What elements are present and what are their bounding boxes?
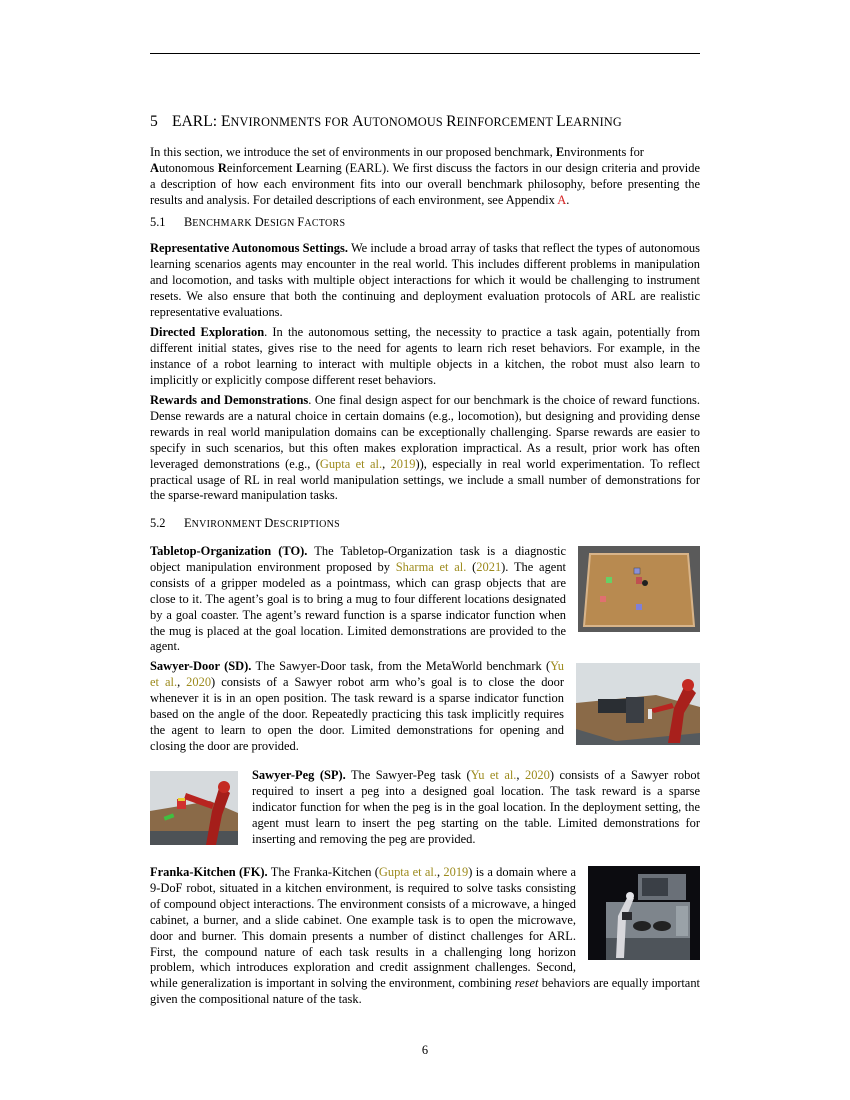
title-part: EARL: E	[172, 113, 231, 130]
title-part: R	[446, 113, 457, 130]
sawyer-peg-figure	[150, 771, 238, 845]
factor-paragraph: Representative Autonomous Settings. We include a broad array of tasks that reflect the types of autonomous learning scenarios agents may encounter in the real world. This includes different problems in manipulation and locomotion, and tasks with multiple object interactions for which it would be challenging to instrument resets. We also ensure that both the continuing and deployment evaluation protocols of ARL are realistic representative evaluations.	[150, 241, 700, 319]
citation-link[interactable]: Gupta et al.	[378, 865, 437, 879]
title-part: UTONOMOUS	[363, 115, 447, 129]
env-paragraph-fk: Franka-Kitchen (FK). The Franka-Kitchen (Gupta et al., 2019) is a domain where a 9-DoF robot, situated in a kitchen environment, is required to solve tasks consisting of compound object interactions. The environment consists of a microwave, a hinged cabinet, a burner, and a slide cabinet. One example task is to open the microwave, door and burner. This domain presents a number of distinct challenges for ARL. First, the compound nature of each task results in a challenging long horizon problem, which introduces exploration and credit assignment challenges. Second, while generalization is important in solving the environment, combining reset behaviors are equally important given the compositional nature of the task.	[150, 865, 700, 1007]
rewards-paragraph: Rewards and Demonstrations. One final design aspect for our benchmark is the choice of reward functions. Dense rewards are a natural choice in certain domains (e.g., locomotion), but designing and providing dense rewards in real world manipulation domains can be exceptionally challenging. Sparse rewards are easier to specify in such scenarios, but this often makes exploration impractical. As a result, prior work has often leveraged demonstrations (e.g., (Gupta et al., 2019)), especially in real world experimentation. To reflect practical usage of RL in real world manipulation settings, we include a small number of demonstrations for the sparse-reward manipulation tasks.	[150, 393, 701, 503]
factor-paragraph: Directed Exploration. In the autonomous setting, the necessity to practice a task again, potentially from different initial states, gives rise to the need for agents to learn rich reset behaviors. For example, in the instance of a robot learning to interact with multiple objects in a kitchen, the robot must also learn to implicitly or explicitly compose different reset behaviors.	[150, 325, 700, 387]
citation-year-link[interactable]: 2019	[390, 456, 416, 471]
intro-paragraph: In this section, we introduce the set of environments in our proposed benchmark, Environments for Autonomous Reinforcement Learning (EARL). We first discuss the factors in our design criteria and provide a description of how each environment fits into our overall benchmark philosophy, before presenting the results and analysis. For detailed descriptions of each environment, see Appendix A.	[150, 145, 700, 207]
env-paragraph-sp: Sawyer-Peg (SP). The Sawyer-Peg task (Yu et al., 2020) consists of a Sawyer robot required to insert a peg into a designed goal location. The task reward is a sparse indicator function for when the peg is in the goal location. In the deployment setting, the agent must learn to insert the peg starting on the table. Limited demonstrations for inserting and removing the peg are provided.	[252, 768, 701, 846]
env-paragraph-to: Tabletop-Organization (TO). The Tabletop-Organization task is a diagnostic object manipulation environment proposed by Sharma et al. (2021). The agent consists of a gripper modeled as a pointmass, which can grasp objects that are close to it. The agent’s goal is to bring a mug to four different locations designated by a goal coaster. The agent’s reward function is a sparse indicator function when the mug is placed at the goal location. Limited demonstrations are provided to the agent.	[150, 544, 700, 655]
header-rule	[150, 53, 700, 54]
citation-link[interactable]: Yu et al.	[470, 768, 517, 782]
citation-year-link[interactable]: 2020	[186, 674, 212, 689]
citation-link[interactable]: Sharma et al.	[395, 559, 467, 574]
citation-year-link[interactable]: 2021	[476, 559, 502, 574]
section-number: 5	[150, 113, 158, 130]
float-spacer	[566, 544, 700, 639]
float-spacer	[576, 865, 700, 961]
section-heading	[150, 113, 710, 131]
subsection-heading-5-2: 5.2 ENVIRONMENT DESCRIPTIONS	[150, 516, 341, 530]
citation-link[interactable]: Gupta et al.	[319, 456, 383, 471]
page-number: 6	[421, 1043, 429, 1057]
appendix-link[interactable]: A	[557, 192, 567, 207]
title-part: A	[352, 113, 364, 130]
title-part: EINFORCEMENT	[456, 115, 557, 129]
citation-link[interactable]: Yu et al.	[150, 659, 564, 689]
title-part: EARNING	[565, 115, 622, 129]
citation-year-link[interactable]: 2020	[524, 768, 550, 782]
citation-year-link[interactable]: 2019	[443, 865, 469, 879]
title-part: NVIRONMENTS FOR	[230, 115, 353, 129]
env-paragraph-sd: Sawyer-Door (SD). The Sawyer-Door task, from the MetaWorld benchmark (Yu et al., 2020) consists of a Sawyer robot arm who’s goal is to close the door whenever it is in an open position. The task reward is a sparse indicator function based on the angle of the door. Repeatedly practicing this task implicitly requires the agent to learn to open the door. Limited demonstrations for opening and closing the door are provided.	[150, 659, 564, 753]
sawyer-door-figure	[576, 663, 700, 745]
subsection-heading-5-1: 5.1 BENCHMARK DESIGN FACTORS	[150, 215, 346, 229]
title-part: L	[556, 113, 566, 130]
